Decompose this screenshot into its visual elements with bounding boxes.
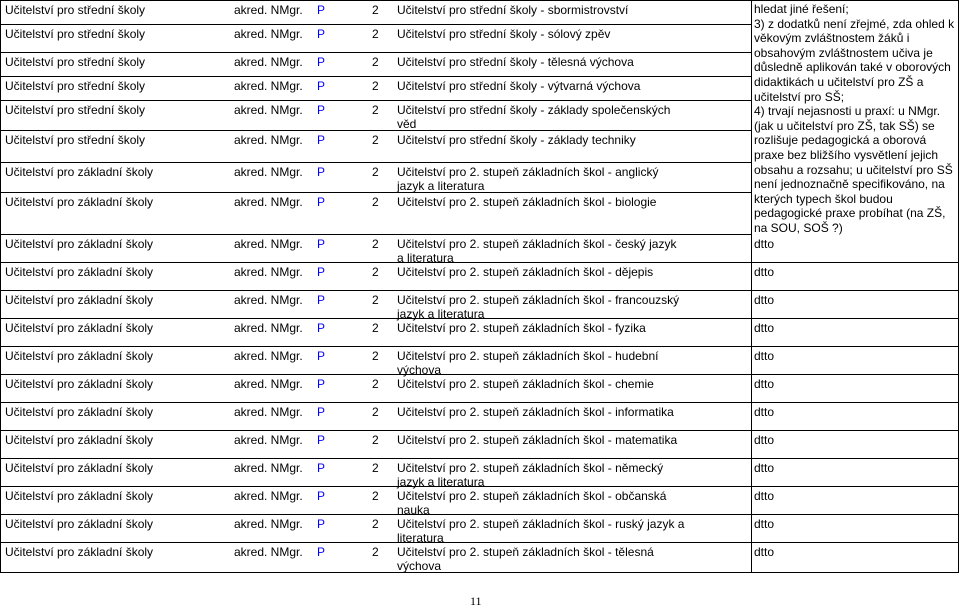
study-form-cell: P <box>317 461 326 475</box>
program-name-line: literatura <box>397 531 444 545</box>
row-border <box>0 262 959 263</box>
row-border <box>0 24 751 25</box>
school-type-cell: Učitelství pro základní školy <box>5 377 154 391</box>
school-type-cell: Učitelství pro střední školy <box>5 55 146 69</box>
note-line: věkovým zvláštnostem žáků i <box>754 31 910 46</box>
study-form-cell: P <box>317 489 326 503</box>
row-border <box>0 130 751 131</box>
study-form-cell: P <box>317 377 326 391</box>
note-line: rozlišuje pedagogická a oborová <box>754 133 927 148</box>
program-name-line: Učitelství pro 2. stupeň základních škol - německý <box>397 461 664 475</box>
program-name-line: Učitelství pro 2. stupeň základních škol - biologie <box>397 195 657 209</box>
row-border <box>0 100 751 101</box>
program-name-line: Učitelství pro střední školy - základy společenských <box>397 103 671 117</box>
duration-cell: 2 <box>372 3 379 17</box>
school-type-cell: Učitelství pro střední školy <box>5 133 146 147</box>
duration-cell: 2 <box>372 377 379 391</box>
program-name-line: Učitelství pro střední školy - sbormistrovství <box>397 3 629 17</box>
note-line: důsledně aplikován také v oborových <box>754 60 951 75</box>
program-name-line: Učitelství pro střední školy - základy techniky <box>397 133 636 147</box>
school-type-cell: Učitelství pro základní školy <box>5 405 154 419</box>
row-border <box>0 290 959 291</box>
school-type-cell: Učitelství pro střední školy <box>5 27 146 41</box>
program-name-line: Učitelství pro 2. stupeň základních škol - francouzský <box>397 293 680 307</box>
school-type-cell: Učitelství pro základní školy <box>5 321 154 335</box>
note-line: obsahovým zvláštnostem učiva je <box>754 45 933 60</box>
program-name-line: jazyk a literatura <box>397 307 485 321</box>
accreditation-cell: akred. NMgr. <box>234 489 303 503</box>
row-border <box>0 402 959 403</box>
accreditation-cell: akred. NMgr. <box>234 461 303 475</box>
note-line: 4) trvají nejasnosti u praxí: u NMgr. <box>754 104 941 119</box>
accreditation-cell: akred. NMgr. <box>234 133 303 147</box>
note-cell: dtto <box>754 237 775 251</box>
school-type-cell: Učitelství pro základní školy <box>5 517 154 531</box>
note-line: 3) z dodatků není zřejmé, zda ohled k <box>754 16 955 31</box>
row-border <box>0 458 959 459</box>
row-border <box>0 430 959 431</box>
school-type-cell: Učitelství pro základní školy <box>5 461 154 475</box>
row-border <box>0 346 959 347</box>
study-form-cell: P <box>317 405 326 419</box>
accreditation-cell: akred. NMgr. <box>234 55 303 69</box>
row-border <box>0 52 751 53</box>
study-form-cell: P <box>317 517 326 531</box>
note-line: kterých typech škol budou <box>754 191 893 206</box>
study-form-cell: P <box>317 103 326 117</box>
row-border <box>0 374 959 375</box>
accreditation-cell: akred. NMgr. <box>234 195 303 209</box>
program-name-line: Učitelství pro 2. stupeň základních škol - dějepis <box>397 265 654 279</box>
note-line: hledat jiné řešení; <box>754 2 849 16</box>
school-type-cell: Učitelství pro základní školy <box>5 433 154 447</box>
program-name-line: Učitelství pro 2. stupeň základních škol - tělesná <box>397 545 654 559</box>
duration-cell: 2 <box>372 293 379 307</box>
row-border <box>0 572 959 573</box>
program-name-line: věd <box>397 117 417 131</box>
note-line: není jednoznačně specifikováno, na <box>754 177 945 192</box>
duration-cell: 2 <box>372 461 379 475</box>
study-form-cell: P <box>317 265 326 279</box>
study-form-cell: P <box>317 321 326 335</box>
note-cell: dtto <box>754 517 775 531</box>
accreditation-cell: akred. NMgr. <box>234 349 303 363</box>
row-border <box>0 76 751 77</box>
study-form-cell: P <box>317 27 326 41</box>
row-border <box>0 234 751 235</box>
note-cell: dtto <box>754 377 775 391</box>
note-line: na SOU, SOŠ ?) <box>754 221 843 235</box>
page-number: 11 <box>470 594 482 608</box>
duration-cell: 2 <box>372 489 379 503</box>
school-type-cell: Učitelství pro základní školy <box>5 349 154 363</box>
row-border <box>0 514 959 515</box>
school-type-cell: Učitelství pro základní školy <box>5 237 154 251</box>
duration-cell: 2 <box>372 133 379 147</box>
note-line: (jak u učitelství pro ZŠ, tak SŠ) se <box>754 118 935 133</box>
accreditation-cell: akred. NMgr. <box>234 545 303 559</box>
accreditation-cell: akred. NMgr. <box>234 237 303 251</box>
duration-cell: 2 <box>372 545 379 559</box>
study-form-cell: P <box>317 79 326 93</box>
program-name-line: Učitelství pro střední školy - tělesná výchova <box>397 55 634 69</box>
program-name-line: jazyk a literatura <box>397 179 485 193</box>
program-name-line: Učitelství pro 2. stupeň základních škol - informatika <box>397 405 674 419</box>
note-line: obsahu a rozsahu; u učitelství pro SŠ <box>754 162 953 177</box>
duration-cell: 2 <box>372 27 379 41</box>
note-line: praxe bez bližšího vysvětlení jejich <box>754 148 939 162</box>
study-form-cell: P <box>317 349 326 363</box>
study-form-cell: P <box>317 165 326 179</box>
duration-cell: 2 <box>372 349 379 363</box>
school-type-cell: Učitelství pro základní školy <box>5 293 154 307</box>
accreditation-cell: akred. NMgr. <box>234 321 303 335</box>
note-cell: dtto <box>754 433 775 447</box>
program-name-line: a literatura <box>397 251 454 265</box>
note-cell: dtto <box>754 461 775 475</box>
row-border <box>0 192 751 193</box>
school-type-cell: Učitelství pro základní školy <box>5 195 154 209</box>
duration-cell: 2 <box>372 195 379 209</box>
note-cell: dtto <box>754 321 775 335</box>
program-name-line: Učitelství pro 2. stupeň základních škol - občanská <box>397 489 667 503</box>
accreditation-cell: akred. NMgr. <box>234 517 303 531</box>
duration-cell: 2 <box>372 517 379 531</box>
accreditation-cell: akred. NMgr. <box>234 3 303 17</box>
accreditation-cell: akred. NMgr. <box>234 265 303 279</box>
row-border <box>0 162 751 163</box>
duration-cell: 2 <box>372 165 379 179</box>
study-form-cell: P <box>317 55 326 69</box>
duration-cell: 2 <box>372 433 379 447</box>
study-form-cell: P <box>317 195 326 209</box>
accreditation-cell: akred. NMgr. <box>234 79 303 93</box>
school-type-cell: Učitelství pro základní školy <box>5 545 154 559</box>
duration-cell: 2 <box>372 321 379 335</box>
row-border <box>0 542 959 543</box>
note-cell: dtto <box>754 545 775 559</box>
note-line: pedagogické praxe probíhat (na ZŠ, <box>754 206 946 221</box>
row-border <box>0 0 959 1</box>
accreditation-cell: akred. NMgr. <box>234 293 303 307</box>
duration-cell: 2 <box>372 79 379 93</box>
program-name-line: Učitelství pro 2. stupeň základních škol - chemie <box>397 377 654 391</box>
school-type-cell: Učitelství pro základní školy <box>5 165 154 179</box>
program-name-line: výchova <box>397 559 442 573</box>
program-name-line: Učitelství pro 2. stupeň základních škol - ruský jazyk a <box>397 517 685 531</box>
duration-cell: 2 <box>372 103 379 117</box>
accreditation-cell: akred. NMgr. <box>234 433 303 447</box>
duration-cell: 2 <box>372 55 379 69</box>
study-form-cell: P <box>317 293 326 307</box>
study-form-cell: P <box>317 133 326 147</box>
school-type-cell: Učitelství pro střední školy <box>5 79 146 93</box>
school-type-cell: Učitelství pro střední školy <box>5 3 146 17</box>
school-type-cell: Učitelství pro základní školy <box>5 265 154 279</box>
duration-cell: 2 <box>372 237 379 251</box>
school-type-cell: Učitelství pro základní školy <box>5 489 154 503</box>
program-name-line: nauka <box>397 503 430 517</box>
note-line: didaktikách u učitelství pro ZŠ a <box>754 75 924 89</box>
note-cell: dtto <box>754 489 775 503</box>
program-name-line: Učitelství pro 2. stupeň základních škol - anglický <box>397 165 659 179</box>
program-name-line: jazyk a literatura <box>397 475 485 489</box>
program-name-line: Učitelství pro 2. stupeň základních škol - matematika <box>397 433 678 447</box>
note-cell: dtto <box>754 293 775 307</box>
program-name-line: Učitelství pro 2. stupeň základních škol - hudební <box>397 349 659 363</box>
duration-cell: 2 <box>372 405 379 419</box>
note-line: učitelství pro SŠ; <box>754 89 845 104</box>
accreditation-cell: akred. NMgr. <box>234 377 303 391</box>
study-form-cell: P <box>317 545 326 559</box>
study-form-cell: P <box>317 3 326 17</box>
accreditation-cell: akred. NMgr. <box>234 405 303 419</box>
accreditation-cell: akred. NMgr. <box>234 27 303 41</box>
accreditation-cell: akred. NMgr. <box>234 103 303 117</box>
note-cell: dtto <box>754 349 775 363</box>
program-name-line: Učitelství pro střední školy - výtvarná výchova <box>397 79 641 93</box>
accreditation-cell: akred. NMgr. <box>234 165 303 179</box>
program-name-line: Učitelství pro střední školy - sólový zpěv <box>397 27 611 41</box>
study-form-cell: P <box>317 237 326 251</box>
study-form-cell: P <box>317 433 326 447</box>
program-name-line: Učitelství pro 2. stupeň základních škol - český jazyk <box>397 237 677 251</box>
school-type-cell: Učitelství pro střední školy <box>5 103 146 117</box>
program-name-line: výchova <box>397 363 442 377</box>
note-cell: dtto <box>754 265 775 279</box>
note-cell: dtto <box>754 405 775 419</box>
duration-cell: 2 <box>372 265 379 279</box>
program-name-line: Učitelství pro 2. stupeň základních škol - fyzika <box>397 321 646 335</box>
